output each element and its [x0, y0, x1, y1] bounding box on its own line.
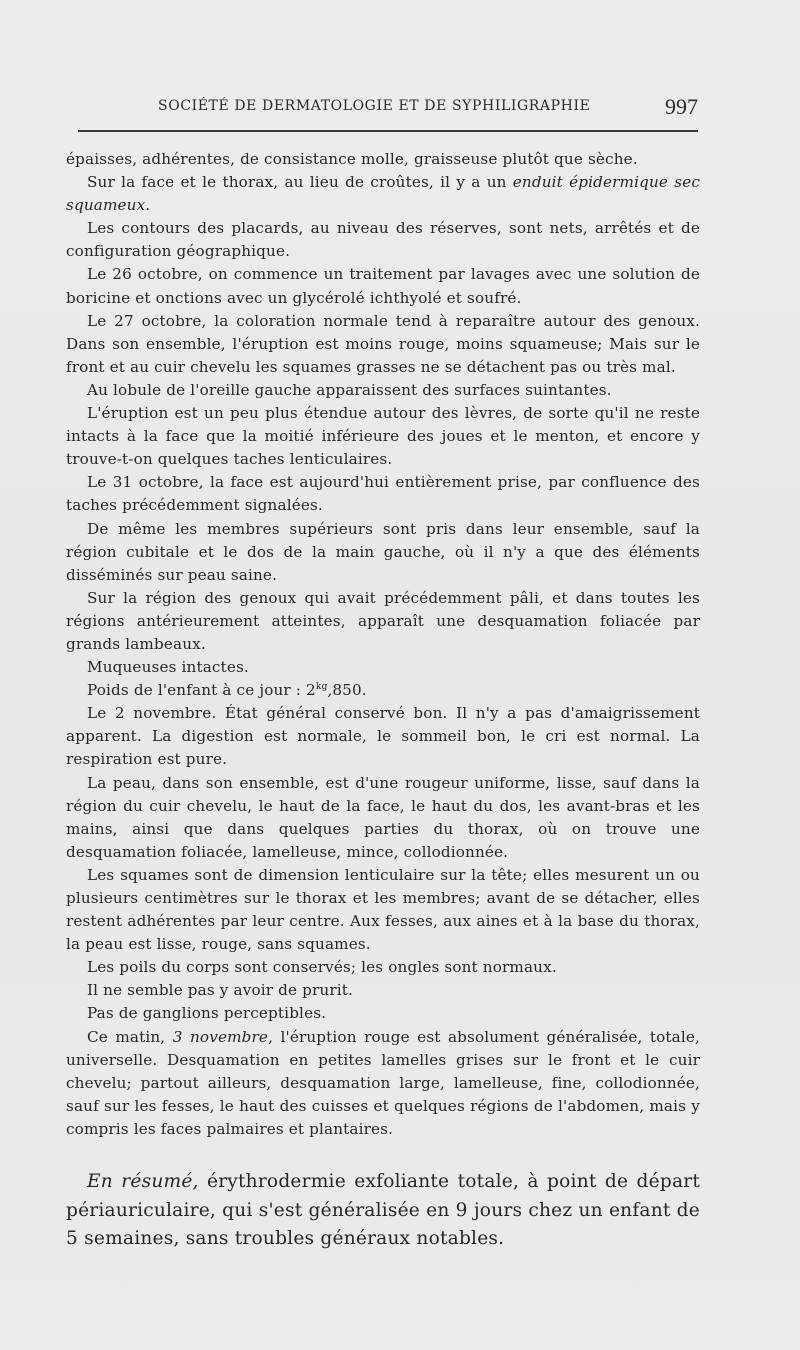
paragraph-7: L'éruption est un peu plus étendue autour des lèvres, de sorte qu'il ne reste intacts à la face que la moitié inférieure des joues et le menton, et encore y trouve-t-on quelques taches lenticulaires. — [66, 404, 700, 469]
paragraph-12-text: Poids de l'enfant à ce jour : 2 — [87, 681, 316, 700]
paragraph-6: Au lobule de l'oreille gauche apparaissent des surfaces suintantes. — [87, 380, 612, 399]
paragraph-17: Il ne semble pas y avoir de prurit. — [87, 981, 353, 1000]
paragraph-19-date: 3 novembre — [172, 1027, 269, 1046]
paragraph-19 — [66, 1026, 700, 1141]
page-header — [80, 90, 700, 124]
summary-paragraph — [66, 1168, 700, 1254]
summary-section — [66, 1168, 700, 1254]
summary-text: érythrodermie exfoliante totale, à point de départ périauriculaire, qui s'est généralisée en 9 jours chez un enfant de 5 semaines, sans troubles généraux notables. — [66, 1171, 700, 1249]
paragraph-19-rest: , l'éruption rouge est absolument généralisée, totale, universelle. Desquamation en petites lamelles grises sur le front et le cuir chevelu; partout ailleurs, desquamation large, lamelleuse, fine, collodionnée, sauf sur les fesses, le haut des cuisses et quelques régions de l'abdomen, mais y compris les faces palmaires et plantaires. — [66, 1027, 701, 1138]
page-number: 997 — [665, 94, 698, 119]
running-title: SOCIÉTÉ DE DERMATOLOGIE ET DE SYPHILIGRAPHIE — [158, 98, 591, 114]
body-text — [66, 148, 700, 1141]
paragraph-12-value: ,850. — [327, 681, 367, 700]
paragraph-5: Le 27 octobre, la coloration normale tend à reparaître autour des genoux. Dans son ensemble, l'éruption est moins rouge, moins squameuse; Mais sur le front et au cuir chevelu les squames grasses ne se détachent pas ou très mal. — [66, 311, 700, 376]
paragraph-2 — [66, 171, 700, 217]
header-rule — [78, 130, 698, 132]
paragraph-12-unit: kg — [315, 682, 328, 693]
paragraph-9: De même les membres supérieurs sont pris dans leur ensemble, sauf la région cubitale et le dos de la main gauche, où il n'y a que des éléments disséminés sur peau saine. — [66, 519, 700, 584]
paragraph-14: La peau, dans son ensemble, est d'une rougeur uniforme, lisse, sauf dans la région du cuir chevelu, le haut de la face, le haut du dos, les avant-bras et les mains, ainsi que dans quelques parties du thorax, où on trouve une desquamation foliacée, lamelleuse, mince, collodionnée. — [66, 773, 700, 861]
paragraph-1: épaisses, adhérentes, de consistance molle, graisseuse plutôt que sèche. — [66, 150, 638, 168]
paragraph-16: Les poils du corps sont conservés; les ongles sont normaux. — [87, 958, 557, 977]
paragraph-8: Le 31 octobre, la face est aujourd'hui entièrement prise, par confluence des taches précédemment signalées. — [66, 473, 700, 515]
paragraph-12 — [66, 679, 700, 702]
paragraph-2-italic: enduit épidermique sec squameux. — [66, 173, 700, 215]
paragraph-11: Muqueuses intactes. — [87, 658, 249, 677]
paragraph-18: Pas de ganglions perceptibles. — [87, 1004, 327, 1023]
paragraph-10: Sur la région des genoux qui avait précédemment pâli, et dans toutes les régions antérieurement atteintes, apparaît une desquamation foliacée par grands lambeaux. — [66, 588, 700, 653]
paragraph-3: Les contours des placards, au niveau des réserves, sont nets, arrêtés et de configuration géographique. — [66, 219, 700, 261]
paragraph-19-start: Ce matin, — [87, 1027, 173, 1046]
summary-label: En résumé, — [87, 1171, 199, 1192]
paragraph-4: Le 26 octobre, on commence un traitement par lavages avec une solution de boricine et onctions avec un glycérolé ichthyolé et soufré. — [66, 265, 700, 307]
paragraph-2-text: Sur la face et le thorax, au lieu de croûtes, il y a un — [87, 173, 513, 192]
paragraph-15: Les squames sont de dimension lenticulaire sur la tête; elles mesurent un ou plusieurs centimètres sur le thorax et les membres; avant de se détacher, elles restent adhérentes par leur centre. Aux fesses, aux aines et à la base du thorax, la peau est lisse, rouge, sans squames. — [66, 865, 700, 954]
paragraph-13: Le 2 novembre. État général conservé bon. Il n'y a pas d'amaigrissement apparent. La digestion est normale, le sommeil bon, le cri est normal. La respiration est pure. — [66, 704, 700, 769]
